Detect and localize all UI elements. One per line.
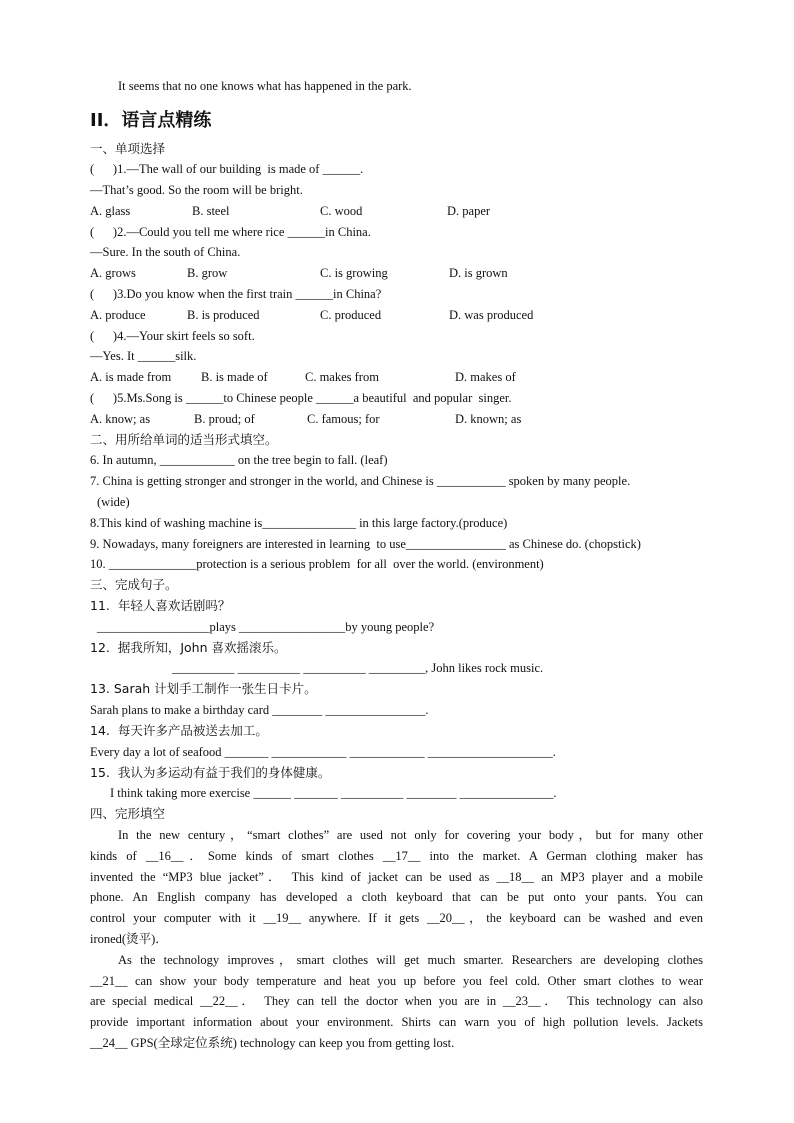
- part3-heading: 三、完成句子。: [90, 577, 178, 592]
- question-5: ( )5.Ms.Song is ______to Chinese people ______a beautiful and popular singer.: [90, 391, 512, 405]
- question-9: 9. Nowadays, many foreigners are interested in learning to use________________ as Chinese do. (chopstick): [90, 537, 641, 551]
- part2-heading: 二、用所给单词的适当形式填空。: [90, 432, 278, 447]
- question-7: 7. China is getting stronger and stronger in the world, and Chinese is ___________ spoken by many people.: [90, 474, 631, 488]
- question-6: 6. In autumn, ____________ on the tree begin to fall. (leaf): [90, 453, 388, 467]
- q3-option-d: D. was produced: [449, 308, 534, 322]
- question-2: ( )2.—Could you tell me where rice ______in China.: [90, 225, 371, 239]
- cloze-paragraph-1-line-6: ironed(烫平)．: [90, 932, 168, 946]
- q5-option-b: B. proud; of: [194, 412, 255, 426]
- cloze-paragraph-1-line-3: invented the “MP3 blue jacket”． This kind of jacket can be used as __18__ an MP3 player and a mobile: [90, 870, 703, 884]
- cloze-paragraph-1-line-1: In the new century，“smart clothes” are used not only for covering your body，but for many other: [118, 828, 703, 842]
- question-12: 12. 据我所知，John 喜欢摇滚乐。: [90, 640, 287, 655]
- q1-option-c: C. wood: [320, 204, 363, 218]
- question-15-blanks: I think taking more exercise ______ _______ __________ ________ _______________.: [110, 786, 557, 800]
- q2-option-b: B. grow: [187, 266, 228, 280]
- question-1: ( )1.—The wall of our building is made of ______.: [90, 162, 364, 176]
- question-14: 14. 每天许多产品被送去加工。: [90, 723, 268, 738]
- cloze-paragraph-2-line-4: provide important information about your environment. Shirts can warn you of high pollution levels. Jackets: [90, 1015, 703, 1029]
- cloze-paragraph-2-line-5: __24__ GPS(全球定位系统) technology can keep you from getting lost.: [90, 1036, 455, 1050]
- q2-option-d: D. is grown: [449, 266, 508, 280]
- question-13: 13. Sarah 计划手工制作一张生日卡片。: [90, 681, 317, 696]
- q1-option-b: B. steel: [192, 204, 230, 218]
- question-4-reply: —Yes. It ______silk.: [90, 349, 197, 363]
- question-3: ( )3.Do you know when the first train ______in China?: [90, 287, 382, 301]
- cloze-paragraph-2-line-1: As the technology improves，smart clothes will get much smarter. Researchers are developing clothes: [118, 953, 703, 967]
- question-12-blanks: __________ __________ __________ _________, John likes rock music.: [172, 661, 544, 675]
- question-13-blanks: Sarah plans to make a birthday card ________ ________________.: [90, 703, 429, 717]
- cloze-paragraph-2-line-3: are special medical __22__． They can tell the doctor when you are in __23__． This technology can also: [90, 994, 703, 1008]
- q2-option-c: C. is growing: [320, 266, 388, 280]
- question-1-reply: —That’s good. So the room will be bright.: [90, 183, 303, 197]
- part4-heading: 四、完形填空: [90, 806, 166, 821]
- q3-option-b: B. is produced: [187, 308, 260, 322]
- q5-option-c: C. famous; for: [307, 412, 380, 426]
- q4-option-a: A. is made from: [90, 370, 172, 384]
- question-7-hint: (wide): [97, 495, 130, 509]
- question-4: ( )4.—Your skirt feels so soft.: [90, 329, 255, 343]
- question-15: 15. 我认为多运动有益于我们的身体健康。: [90, 765, 331, 780]
- q4-option-c: C. makes from: [305, 370, 379, 384]
- section-title: II．语言点精练: [90, 110, 212, 131]
- q4-option-b: B. is made of: [201, 370, 268, 384]
- top-sentence: It seems that no one knows what has happened in the park.: [118, 79, 412, 93]
- question-14-blanks: Every day a lot of seafood _______ ____________ ____________ ____________________.: [90, 745, 556, 759]
- part1-heading: 一、单项选择: [90, 141, 166, 156]
- q1-option-a: A. glass: [90, 204, 131, 218]
- q2-option-a: A. grows: [90, 266, 136, 280]
- q5-option-a: A. know; as: [90, 412, 151, 426]
- cloze-paragraph-1-line-2: kinds of __16__．Some kinds of smart clothes __17__ into the market. A German clothing maker has: [90, 849, 703, 863]
- q4-option-d: D. makes of: [455, 370, 516, 384]
- question-11: 11. 年轻人喜欢话剧吗？: [90, 598, 231, 613]
- cloze-paragraph-2-line-2: __21__ can show your body temperature and heat you up before you feel cold. Other smart clothes to wear: [90, 974, 703, 988]
- question-10: 10. ______________protection is a serious problem for all over the world. (environment): [90, 557, 544, 571]
- q3-option-c: C. produced: [320, 308, 382, 322]
- q3-option-a: A. produce: [90, 308, 146, 322]
- cloze-paragraph-1-line-4: phone. An English company has developed a cloth keyboard that can be put onto your pants. You can: [90, 890, 703, 904]
- q5-option-d: D. known; as: [455, 412, 522, 426]
- question-2-reply: —Sure. In the south of China.: [90, 245, 241, 259]
- q1-option-d: D. paper: [447, 204, 491, 218]
- question-8: 8.This kind of washing machine is_______________ in this large factory.(produce): [90, 516, 508, 530]
- cloze-paragraph-1-line-5: control your computer with it __19__ anywhere. If it gets __20__，the keyboard can be washed and even: [90, 911, 703, 925]
- question-11-blanks: __________________plays _________________by young people?: [97, 620, 435, 634]
